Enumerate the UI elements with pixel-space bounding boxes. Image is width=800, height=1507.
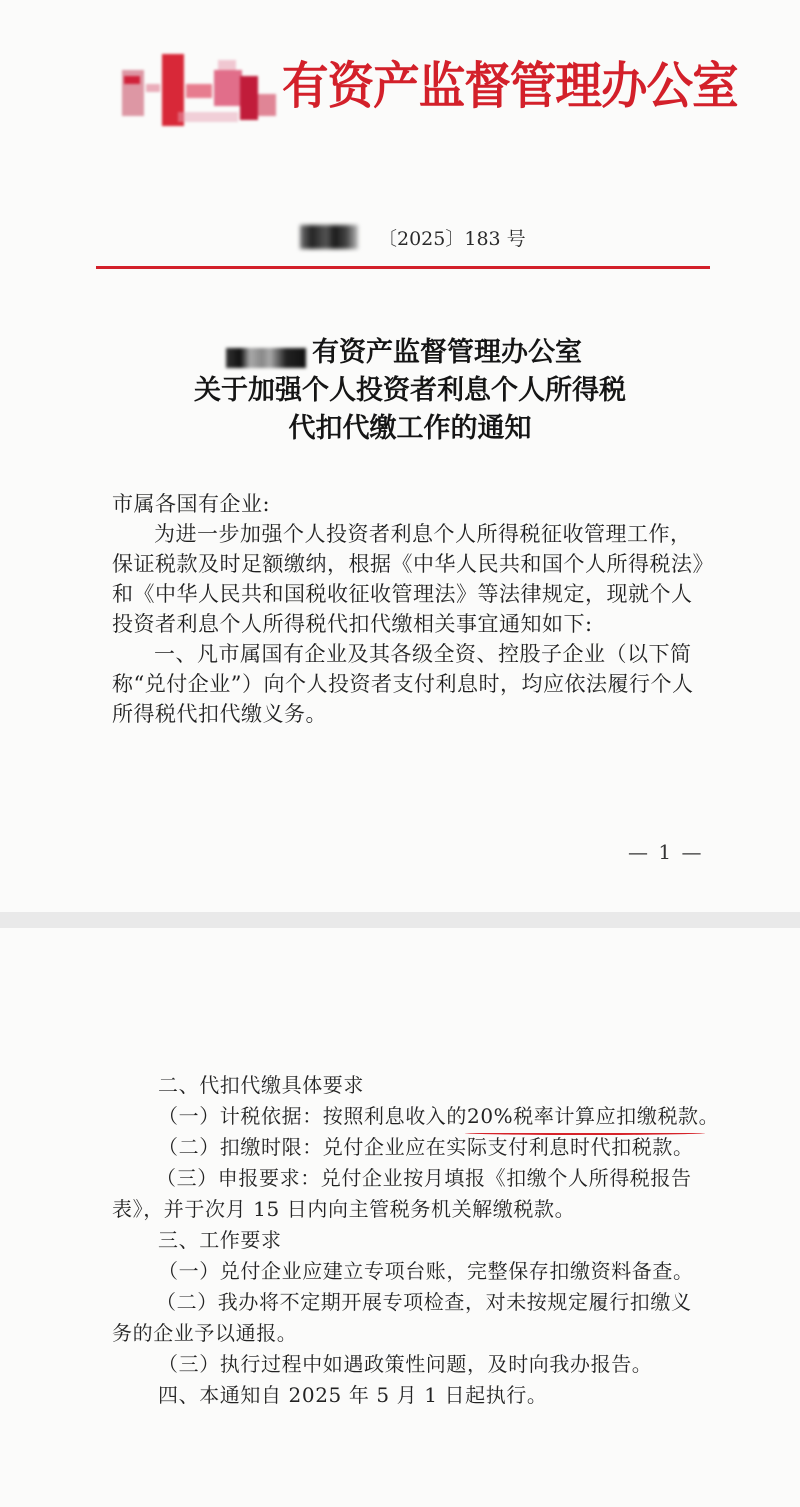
title-line-2: 关于加强个人投资者利息个人所得税: [194, 375, 626, 406]
requirement-3: （三）申报要求：兑付企业按月填报《扣缴个人所得税报告表》，并于次月 15 日内向主管税务机关解缴税款。: [112, 1166, 692, 1221]
work-requirement-2: （二）我办将不定期开展专项检查，对未按规定履行扣缴义务的企业予以通报。: [112, 1290, 692, 1345]
requirement-1-suffix: 。: [698, 1104, 720, 1128]
notice-body-continued: [112, 1070, 720, 1411]
work-requirement-3: （三）执行过程中如遇政策性问题，及时向我办报告。: [158, 1352, 653, 1376]
page-number: — 1 —: [628, 840, 704, 864]
requirement-1: [112, 1101, 720, 1132]
redacted-mosaic: [118, 54, 280, 126]
redacted-prefix: [300, 225, 358, 249]
section-1-paragraph: 一、凡市属国有企业及其各级全资、控股子企业（以下简称“兑付企业”）向个人投资者支付利息时，均应依法履行个人所得税代扣代缴义务。: [112, 642, 694, 726]
effective-date: 四、本通知自 2025 年 5 月 1 日起执行。: [158, 1383, 548, 1407]
notice-body: [112, 489, 706, 729]
notice-title: [100, 334, 720, 448]
tax-rate-highlight: 20%税率计算应扣缴税款: [467, 1101, 699, 1132]
document-number-text: 〔2025〕183 号: [378, 228, 526, 250]
work-requirement-1: （一）兑付企业应建立专项台账，完整保存扣缴资料备查。: [158, 1259, 694, 1283]
issuing-office-name: 有资产监督管理办公室: [282, 56, 738, 115]
title-line-3: 代扣代缴工作的通知: [288, 413, 532, 444]
redacted-city: [226, 348, 306, 368]
document-number: [300, 222, 560, 252]
letterhead: [118, 40, 738, 140]
requirement-1-prefix: （一）计税依据：按照利息收入的: [158, 1104, 467, 1128]
red-separator-line: [96, 266, 710, 269]
intro-paragraph: 为进一步加强个人投资者利息个人所得税征收管理工作，保证税款及时足额缴纳，根据《中华人民共和国个人所得税法》和《中华人民共和国税收征收管理法》等法律规定，现就个人投资者利息个人所得税代扣代缴相关事宜通知如下:: [112, 522, 704, 636]
title-line-1: 有资产监督管理办公室: [312, 337, 582, 368]
section-2-heading: 二、代扣代缴具体要求: [158, 1073, 364, 1097]
section-3-heading: 三、工作要求: [158, 1228, 282, 1252]
document-page-2: [0, 928, 800, 1507]
requirement-2: （二）扣缴时限：兑付企业应在实际支付利息时代扣税款。: [158, 1135, 694, 1159]
salutation: 市属各国有企业:: [112, 492, 271, 516]
